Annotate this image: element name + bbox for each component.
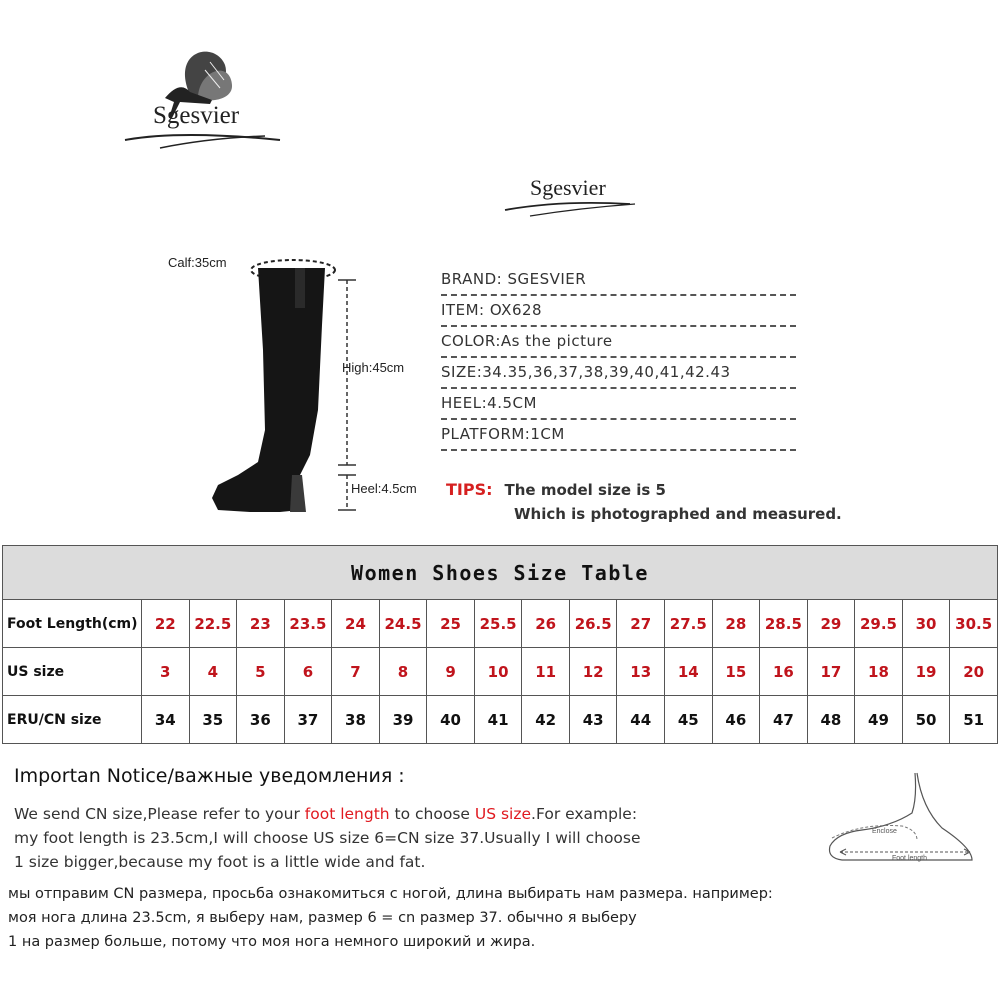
calf-label: Calf:35cm (168, 255, 227, 270)
notice-en-line-3: 1 size bigger,because my foot is a little wide and fat. (14, 853, 426, 871)
table-cell: 22 (142, 600, 190, 648)
table-cell: 46 (712, 696, 760, 744)
table-cell: 34 (142, 696, 190, 744)
foot-measure-diagram (822, 768, 1000, 878)
notice-ru-line-3: 1 на размер больше, потому что моя нога немного широкий и жира. (8, 934, 536, 950)
tips-line-2: Which is photographed and measured. (514, 505, 842, 523)
table-cell: 22.5 (189, 600, 237, 648)
foot-length-label: Foot length (892, 855, 928, 862)
table-cell: 4 (189, 648, 237, 696)
table-cell: 23 (237, 600, 285, 648)
spec-item: ITEM: OX628 (441, 301, 796, 321)
row-label: US size (3, 648, 142, 696)
table-cell: 3 (142, 648, 190, 696)
table-cell: 26 (522, 600, 570, 648)
spec-size: SIZE:34.35,36,37,38,39,40,41,42.43 (441, 363, 796, 383)
size-table-title: Women Shoes Size Table (3, 546, 998, 600)
table-row-eu-cn-size (3, 696, 998, 744)
notice-title: Importan Notice/важные уведомления : (14, 765, 405, 787)
table-cell: 49 (855, 696, 903, 744)
table-cell: 36 (237, 696, 285, 744)
table-cell: 50 (902, 696, 950, 744)
table-cell: 27 (617, 600, 665, 648)
notice-en-line-2: my foot length is 23.5cm,I will choose US size 6=CN size 37.Usually I will choose (14, 829, 641, 847)
table-cell: 41 (474, 696, 522, 744)
table-cell: 24.5 (379, 600, 427, 648)
spec-platform: PLATFORM:1CM (441, 425, 796, 445)
table-cell: 24 (332, 600, 380, 648)
table-cell: 15 (712, 648, 760, 696)
heel-label: Heel:4.5cm (351, 481, 417, 496)
notice-ru-line-1: мы отправим CN размера, просьба ознакомиться с ногой, длина выбирать нам размера. например: (8, 886, 773, 902)
table-cell: 20 (950, 648, 998, 696)
table-cell: 35 (189, 696, 237, 744)
table-cell: 30 (902, 600, 950, 648)
brand-logo-text: Sgesvier (153, 102, 240, 129)
table-cell: 30.5 (950, 600, 998, 648)
table-cell: 42 (522, 696, 570, 744)
table-cell: 17 (807, 648, 855, 696)
foot-enclose-label: Enclose (872, 828, 897, 835)
table-cell: 18 (855, 648, 903, 696)
table-cell: 25 (427, 600, 475, 648)
table-cell: 40 (427, 696, 475, 744)
spec-brand: BRAND: SGESVIER (441, 270, 796, 290)
table-cell: 7 (332, 648, 380, 696)
spec-color: COLOR:As the picture (441, 332, 796, 352)
table-cell: 48 (807, 696, 855, 744)
table-cell: 38 (332, 696, 380, 744)
table-cell: 11 (522, 648, 570, 696)
tips-label: TIPS: (446, 480, 493, 499)
table-cell: 25.5 (474, 600, 522, 648)
table-row-us-size (3, 648, 998, 696)
table-cell: 6 (284, 648, 332, 696)
table-cell: 26.5 (569, 600, 617, 648)
brand-logo (120, 40, 290, 160)
brand-wordmark (500, 170, 650, 225)
spec-heel: HEEL:4.5CM (441, 394, 796, 414)
table-cell: 27.5 (665, 600, 713, 648)
row-label: ERU/CN size (3, 696, 142, 744)
table-cell: 28 (712, 600, 760, 648)
table-cell: 29.5 (855, 600, 903, 648)
size-table (2, 545, 998, 744)
table-cell: 45 (665, 696, 713, 744)
table-row-foot-length (3, 600, 998, 648)
table-cell: 29 (807, 600, 855, 648)
tips (446, 480, 666, 499)
table-cell: 16 (760, 648, 808, 696)
tips-line-1: The model size is 5 (504, 481, 666, 499)
boot-illustration (150, 250, 440, 525)
table-cell: 14 (665, 648, 713, 696)
brand-wordmark-text: Sgesvier (530, 175, 606, 200)
table-cell: 12 (569, 648, 617, 696)
table-cell: 19 (902, 648, 950, 696)
table-cell: 51 (950, 696, 998, 744)
table-cell: 5 (237, 648, 285, 696)
table-cell: 10 (474, 648, 522, 696)
table-cell: 28.5 (760, 600, 808, 648)
table-cell: 43 (569, 696, 617, 744)
table-cell: 13 (617, 648, 665, 696)
table-cell: 39 (379, 696, 427, 744)
table-cell: 37 (284, 696, 332, 744)
table-cell: 47 (760, 696, 808, 744)
table-cell: 9 (427, 648, 475, 696)
row-label: Foot Length(cm) (3, 600, 142, 648)
notice-ru-line-2: моя нога длина 23.5cm, я выберу нам, размер 6 = cn размер 37. обычно я выберу (8, 910, 637, 926)
table-cell: 23.5 (284, 600, 332, 648)
table-cell: 8 (379, 648, 427, 696)
table-cell: 44 (617, 696, 665, 744)
notice-en-line-1: We send CN size,Please refer to your foot length to choose US size.For example: (14, 805, 638, 823)
height-label: High:45cm (342, 360, 405, 375)
